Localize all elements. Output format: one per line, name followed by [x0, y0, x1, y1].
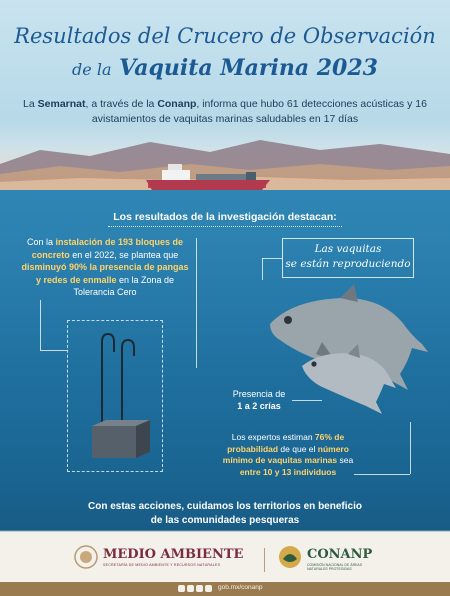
- presence-line-1: Presencia de: [232, 389, 286, 399]
- facebook-icon[interactable]: [178, 585, 185, 592]
- text-highlight: instalación de 193 bloques de concreto: [31, 237, 184, 260]
- connector-line: [196, 238, 197, 368]
- intro-conanp: Conanp: [157, 98, 197, 110]
- title-line-1: Resultados del Crucero de Observación: [14, 24, 436, 48]
- semarnat-subtitle: SECRETARÍA DE MEDIO AMBIENTE Y RECURSOS NATURALES: [103, 563, 221, 567]
- text-highlight: 76% de probabilidad: [227, 432, 345, 454]
- connector-line: [262, 258, 282, 259]
- text-highlight: entre 10 y 13 individuos: [239, 466, 337, 477]
- medio-ambiente-logo: MEDIO AMBIENTE: [103, 547, 244, 562]
- connector-line: [262, 258, 263, 280]
- text-highlight: número mínimo de vaquitas marinas: [222, 443, 349, 465]
- concrete-block-icon: [80, 330, 150, 465]
- heading-divider: [108, 226, 342, 227]
- closing-line-2: de las comunidades pesqueras: [150, 515, 300, 526]
- connector-line: [410, 422, 411, 474]
- results-heading: Los resultados de la investigación destacan:: [113, 211, 337, 223]
- quote-line-2: se están reproduciendo: [285, 258, 411, 270]
- quote-line-1: Las vaquitas: [314, 243, 382, 255]
- connector-line: [354, 474, 410, 475]
- mexico-seal-icon: [74, 545, 98, 569]
- closing-line-1: Con estas acciones, cuidamos los territorios en beneficio: [88, 501, 362, 512]
- text-part: sea: [337, 455, 354, 465]
- title-main: Vaquita Marina 2023: [119, 55, 378, 81]
- intro-part: , informa que hubo 61 detecciones acústicas y 16 avistamientos de vaquitas marinas saludables en 17 días: [91, 98, 427, 125]
- presence-line-2: 1 a 2 crías: [237, 401, 281, 411]
- text-part: de que el: [278, 443, 318, 454]
- concrete-blocks-text: [20, 236, 190, 299]
- calves-presence: [226, 388, 292, 412]
- text-part: Los expertos estiman: [231, 432, 315, 442]
- landscape-ship-scene: [0, 130, 450, 200]
- youtube-icon[interactable]: [205, 585, 212, 592]
- intro-text: [14, 97, 436, 127]
- title-prefix: de la: [72, 60, 112, 79]
- website-link[interactable]: gob.mx/conanp: [218, 584, 263, 591]
- text-part: en el 2022, se plantea que: [69, 249, 179, 260]
- text-part: Con la: [26, 237, 56, 247]
- connector-line: [40, 300, 41, 350]
- conanp-emblem-icon: [278, 545, 302, 569]
- connector-line: [40, 350, 67, 351]
- reproduction-quote: [282, 238, 414, 278]
- population-estimate: [222, 432, 354, 478]
- twitter-icon[interactable]: [187, 585, 194, 592]
- instagram-icon[interactable]: [196, 585, 203, 592]
- conanp-subtitle: COMISIÓN NACIONAL DE ÁREAS NATURALES PROTEGIDAS: [307, 563, 363, 571]
- closing-statement: [0, 500, 450, 528]
- text-highlight: disminuyó 90% la presencia de pangas y redes de enmalle: [21, 262, 189, 285]
- intro-semarnat: Semarnat: [37, 98, 86, 110]
- title-line-2: [0, 55, 450, 81]
- text-part: en la Zona de Tolerancia Cero: [73, 274, 175, 297]
- connector-line: [292, 400, 322, 401]
- intro-part: La: [23, 98, 38, 110]
- conanp-logo: CONANP: [307, 547, 373, 562]
- intro-part: , a través de la: [85, 98, 158, 110]
- logo-divider: [264, 548, 265, 572]
